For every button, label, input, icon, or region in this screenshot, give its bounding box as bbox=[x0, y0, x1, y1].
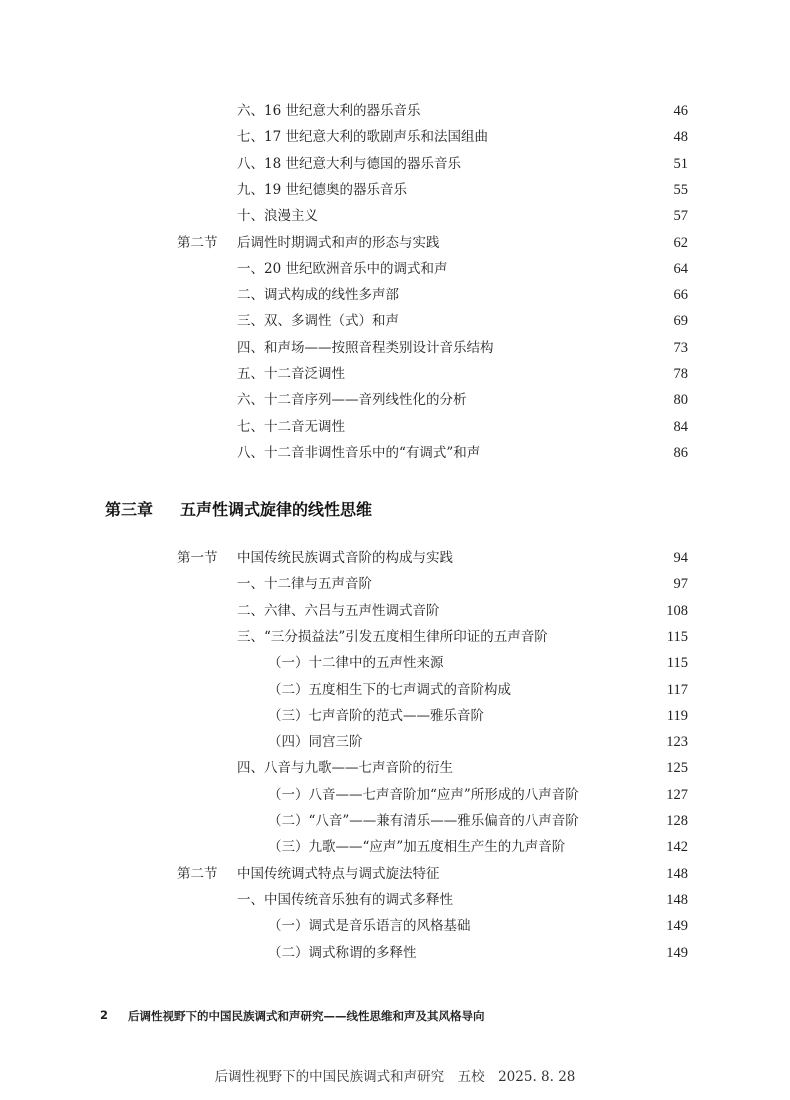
chapter-number: 第三章 bbox=[105, 500, 154, 519]
toc-section-row bbox=[0, 232, 790, 254]
entry-title: 九、19 世纪德奥的器乐音乐 bbox=[237, 181, 407, 198]
entry-title: 七、17 世纪意大利的歌剧声乐和法国组曲 bbox=[237, 129, 488, 146]
toc-section-row bbox=[0, 547, 790, 569]
entry-page-number: 97 bbox=[673, 576, 688, 593]
entry-page-number: 84 bbox=[673, 418, 688, 435]
entry-page-number: 48 bbox=[673, 129, 688, 146]
entry-title: 三、“三分损益法”引发五度相生律所印证的五声音阶 bbox=[237, 628, 548, 645]
entry-title: 四、和声场——按照音程类别设计音乐结构 bbox=[237, 339, 494, 356]
toc-entry-row bbox=[0, 731, 790, 753]
entry-page-number: 115 bbox=[666, 628, 688, 645]
toc-entry-row bbox=[0, 389, 790, 411]
running-title: 后调性视野下的中国民族调式和声研究——线性思维和声及其风格导向 bbox=[128, 1009, 485, 1023]
entry-title: （一）八音——七声音阶加“应声”所形成的八声音阶 bbox=[268, 786, 579, 803]
entry-title: 八、十二音非调性音乐中的“有调式”和声 bbox=[237, 444, 481, 461]
section-label: 第二节 bbox=[177, 865, 218, 882]
toc-entry-row bbox=[0, 652, 790, 674]
section-label: 第二节 bbox=[177, 234, 218, 251]
toc-entry-row bbox=[0, 942, 790, 964]
entry-title: 七、十二音无调性 bbox=[237, 418, 345, 435]
entry-page-number: 80 bbox=[673, 392, 688, 409]
entry-title: 后调性时期调式和声的形态与实践 bbox=[237, 234, 440, 251]
entry-page-number: 142 bbox=[666, 839, 688, 856]
chapter-title: 五声性调式旋律的线性思维 bbox=[180, 500, 373, 519]
toc-entry-row bbox=[0, 363, 790, 385]
entry-title: 五、十二音泛调性 bbox=[237, 366, 345, 382]
entry-title: 六、十二音序列——音列线性化的分析 bbox=[237, 392, 467, 409]
entry-title: （一）十二律中的五声性来源 bbox=[268, 655, 444, 672]
entry-title: （二）“八音”——兼有清乐——雅乐偏音的八声音阶 bbox=[268, 813, 579, 829]
entry-page-number: 94 bbox=[673, 550, 688, 566]
entry-page-number: 64 bbox=[673, 260, 688, 277]
entry-title: （二）调式称谓的多释性 bbox=[268, 944, 417, 961]
entry-title: 十、浪漫主义 bbox=[237, 208, 318, 225]
entry-page-number: 55 bbox=[673, 181, 688, 198]
entry-page-number: 69 bbox=[673, 313, 688, 330]
entry-page-number: 46 bbox=[673, 103, 688, 119]
entry-page-number: 117 bbox=[666, 681, 688, 698]
entry-page-number: 66 bbox=[673, 287, 688, 304]
toc-entry-row bbox=[0, 600, 790, 622]
toc-entry-row bbox=[0, 179, 790, 201]
entry-title: 一、中国传统音乐独有的调式多释性 bbox=[237, 891, 453, 908]
entry-page-number: 86 bbox=[673, 444, 688, 461]
page-number: 2 bbox=[100, 1008, 109, 1022]
entry-title: 中国传统调式特点与调式旋法特征 bbox=[237, 865, 440, 882]
entry-page-number: 51 bbox=[673, 155, 688, 172]
entry-title: 四、八音与九歌——七声音阶的衍生 bbox=[237, 760, 453, 777]
entry-page-number: 148 bbox=[666, 865, 688, 882]
entry-page-number: 125 bbox=[666, 760, 688, 777]
toc-entry-row bbox=[0, 416, 790, 438]
toc-entry-row bbox=[0, 889, 790, 911]
entry-title: 中国传统民族调式音阶的构成与实践 bbox=[237, 550, 453, 566]
toc-entry-row bbox=[0, 836, 790, 858]
entry-page-number: 149 bbox=[666, 918, 688, 935]
toc-entry-row bbox=[0, 442, 790, 464]
entry-page-number: 148 bbox=[666, 891, 688, 908]
entry-page-number: 73 bbox=[673, 339, 688, 356]
entry-title: （一）调式是音乐语言的风格基础 bbox=[268, 918, 471, 935]
entry-page-number: 57 bbox=[673, 208, 688, 225]
entry-page-number: 149 bbox=[666, 944, 688, 961]
entry-page-number: 119 bbox=[666, 707, 688, 724]
toc-entry-row bbox=[0, 310, 790, 332]
toc-entry-row bbox=[0, 153, 790, 175]
toc-entry-row bbox=[0, 784, 790, 806]
toc-entry-row bbox=[0, 100, 790, 122]
entry-page-number: 62 bbox=[673, 234, 688, 251]
entry-title: （二）五度相生下的七声调式的音阶构成 bbox=[268, 681, 511, 698]
toc-entry-row bbox=[0, 337, 790, 359]
toc-entry-row bbox=[0, 258, 790, 280]
toc-entry-row bbox=[0, 679, 790, 701]
proof-note: 后调性视野下的中国民族调式和声研究 五校 2025. 8. 28 bbox=[214, 1069, 576, 1085]
entry-page-number: 123 bbox=[666, 734, 688, 751]
entry-page-number: 108 bbox=[666, 602, 688, 619]
entry-page-number: 128 bbox=[666, 813, 688, 829]
entry-title: （三）七声音阶的范式——雅乐音阶 bbox=[268, 707, 484, 724]
entry-title: 二、六律、六吕与五声性调式音阶 bbox=[237, 602, 440, 619]
entry-title: 一、十二律与五声音阶 bbox=[237, 576, 372, 593]
toc-entry-row bbox=[0, 284, 790, 306]
toc-entry-row bbox=[0, 757, 790, 779]
entry-title: （三）九歌——“应声”加五度相生产生的九声音阶 bbox=[268, 839, 566, 856]
section-label: 第一节 bbox=[177, 550, 218, 566]
toc-entry-row bbox=[0, 205, 790, 227]
entry-title: 一、20 世纪欧洲音乐中的调式和声 bbox=[237, 260, 448, 277]
toc-section-row bbox=[0, 863, 790, 885]
toc-entry-row bbox=[0, 705, 790, 727]
entry-title: 二、调式构成的线性多声部 bbox=[237, 287, 399, 304]
toc-entry-row bbox=[0, 573, 790, 595]
toc-entry-row bbox=[0, 810, 790, 832]
entry-title: 六、16 世纪意大利的器乐音乐 bbox=[237, 103, 421, 119]
entry-title: 八、18 世纪意大利与德国的器乐音乐 bbox=[237, 155, 461, 172]
entry-page-number: 127 bbox=[666, 786, 688, 803]
entry-title: 三、双、多调性（式）和声 bbox=[237, 313, 399, 330]
toc-entry-row bbox=[0, 626, 790, 648]
entry-page-number: 78 bbox=[673, 366, 688, 382]
toc-entry-row bbox=[0, 915, 790, 937]
entry-page-number: 115 bbox=[666, 655, 688, 672]
toc-entry-row bbox=[0, 126, 790, 148]
entry-title: （四）同宫三阶 bbox=[268, 734, 363, 751]
